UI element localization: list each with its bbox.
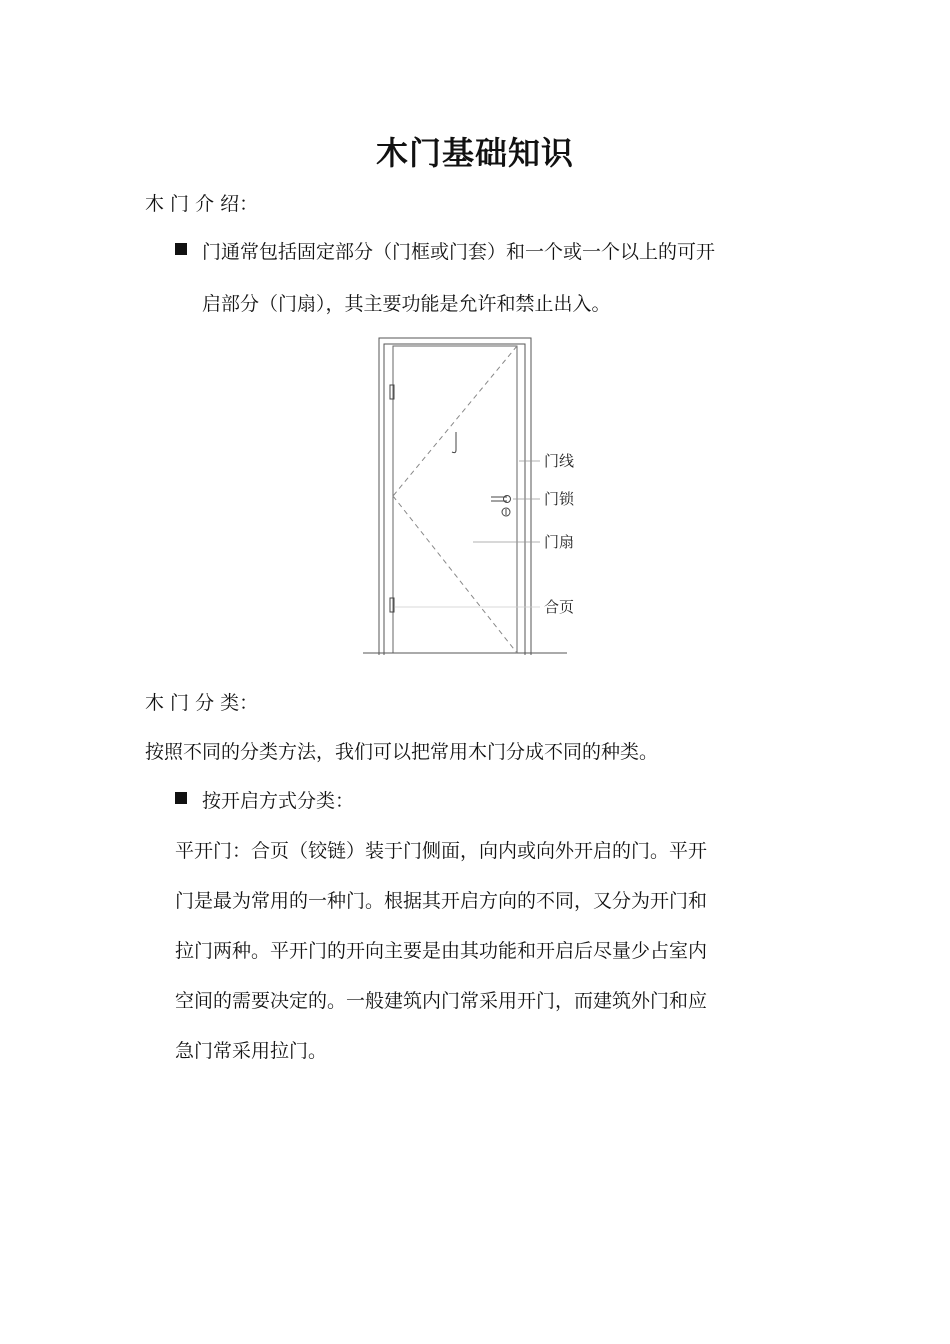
intro-bullet-line-2: 启部分（门扇），其主要功能是允许和禁止出入。 [202,293,611,315]
label-door-leaf: 门扇 [544,533,575,551]
paragraph-line-4: 空间的需要决定的。一般建筑内门常采用开门，而建筑外门和应 [175,990,708,1012]
label-door-line: 门线 [544,452,575,470]
page-title: 木门基础知识 [375,134,574,172]
opening-line-top [393,346,517,496]
intro-bullet-line-1: 门通常包括固定部分（门框或门套）和一个或一个以上的可开 [202,241,716,263]
opening-line-bottom [393,496,517,653]
lock-handle-icon [491,496,511,517]
bullet-square-icon [175,243,187,255]
door-frame-outer [379,338,531,655]
paragraph-line-2: 门是最为常用的一种门。根据其开启方向的不同，又分为开门和 [175,890,708,912]
label-hinge: 合页 [544,598,575,616]
classification-bullet-label: 按开启方式分类： [202,790,355,812]
door-diagram [355,330,595,660]
intro-heading: 木 门 介 绍： [145,193,259,215]
label-door-lock: 门锁 [544,490,575,508]
paragraph-line-5: 急门常采用拉门。 [175,1040,328,1062]
paragraph-line-3: 拉门两种。平开门的开向主要是由其功能和开启后尽量少占室内 [175,940,708,962]
paragraph-line-1: 平开门：合页（铰链）装于门侧面，向内或向外开启的门。平开 [175,840,708,862]
classification-intro: 按照不同的分类方法，我们可以把常用木门分成不同的种类。 [145,741,659,763]
bullet-square-icon [175,792,187,804]
classification-heading: 木 门 分 类： [145,692,259,714]
hook-icon [452,432,456,453]
